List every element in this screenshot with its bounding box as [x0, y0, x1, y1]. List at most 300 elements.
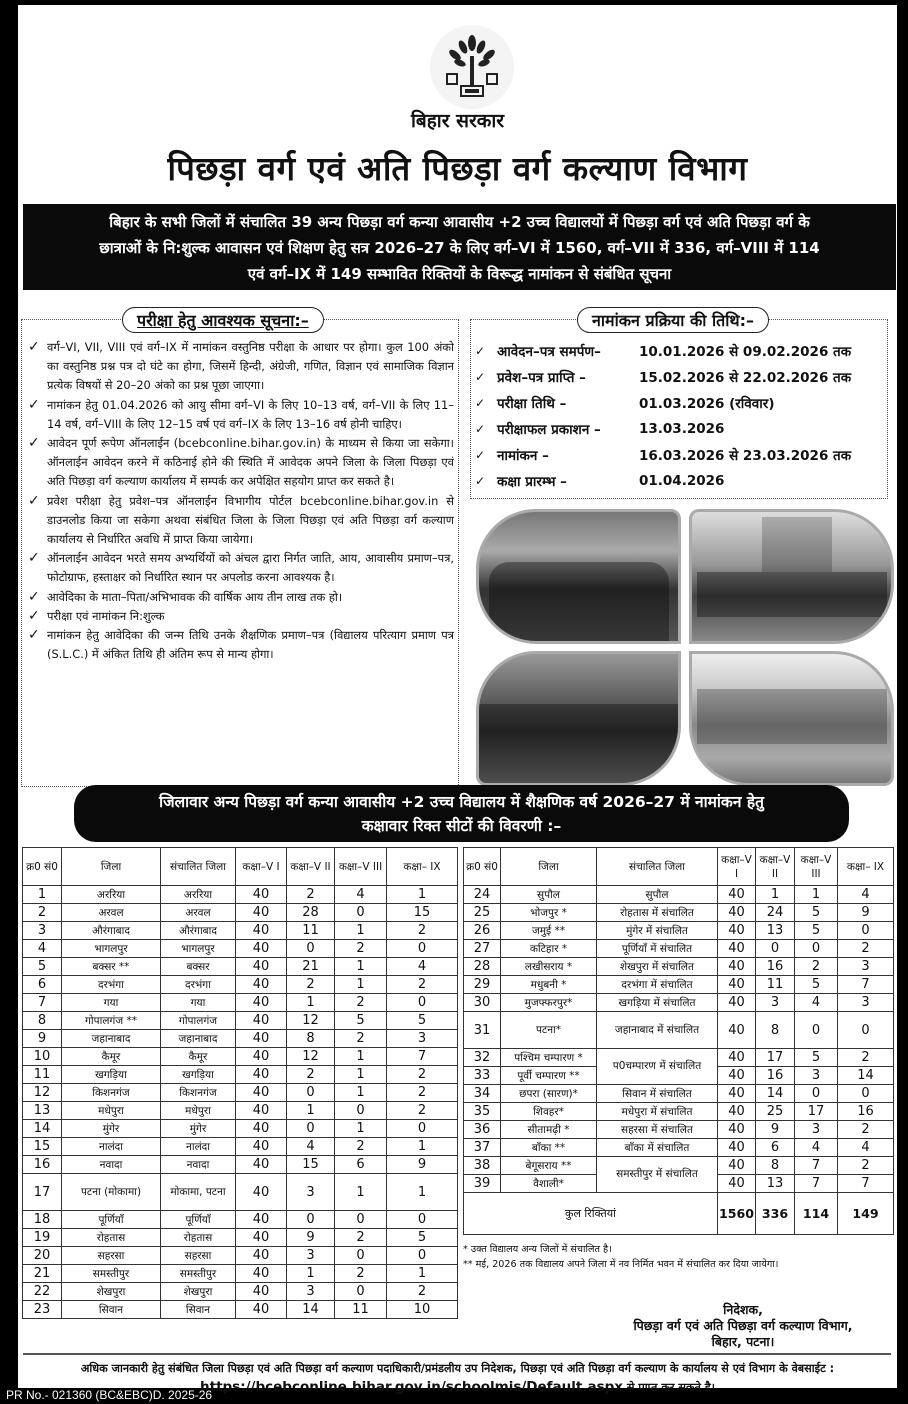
operated-district-cell: नवादा	[161, 1156, 236, 1174]
table-row	[23, 1084, 458, 1102]
table-row	[23, 1265, 458, 1283]
district-cell: औरंगाबाद	[62, 922, 161, 940]
sno-cell: 21	[23, 1265, 62, 1283]
class7-cell: 12	[287, 1012, 335, 1030]
district-cell: पटना (मोकामा)	[62, 1174, 161, 1211]
sno-cell: 14	[23, 1120, 62, 1138]
table-row	[23, 1229, 458, 1247]
table-banner-line: जिलावार अन्य पिछड़ा वर्ग कन्या आवासीय +2 उच्च विद्यालय में शैक्षणिक वर्ष 2026–27 में नामांकन हेतु	[159, 793, 764, 811]
district-cell: मधुबनी *	[501, 976, 597, 994]
table-row	[23, 940, 458, 958]
class7-cell: 24	[756, 904, 795, 922]
class8-cell: 1	[335, 1066, 387, 1084]
class6-cell: 40	[236, 1066, 287, 1084]
class7-cell: 13	[756, 922, 795, 940]
district-cell: खगड़िया	[62, 1066, 161, 1084]
sno-cell: 8	[23, 1012, 62, 1030]
district-cell: मधेपुरा	[62, 1102, 161, 1120]
class9-cell: 9	[838, 904, 894, 922]
district-cell: पश्चिम चम्पारण *	[501, 1049, 597, 1067]
table-header-row	[23, 848, 458, 886]
district-cell: दरभंगा	[62, 976, 161, 994]
class9-cell: 1	[387, 1265, 458, 1283]
class9-cell: 0	[387, 1211, 458, 1229]
class6-cell: 40	[236, 1084, 287, 1102]
class7-cell: 11	[287, 922, 335, 940]
class6-cell: 40	[718, 922, 756, 940]
table-row	[23, 1066, 458, 1084]
class6-cell: 40	[236, 1138, 287, 1156]
operated-district-cell: बाँका में संचालित	[597, 1139, 718, 1157]
date-row	[475, 468, 885, 494]
sno-cell: 11	[23, 1066, 62, 1084]
class9-cell: 5	[387, 1229, 458, 1247]
district-cell: नवादा	[62, 1156, 161, 1174]
table-row	[23, 1030, 458, 1048]
table-row	[464, 1085, 894, 1103]
exam-info-box	[21, 311, 459, 787]
class7-cell: 14	[756, 1085, 795, 1103]
date-row	[475, 364, 885, 390]
operated-district-cell: दरभंगा	[161, 976, 236, 994]
date-value: 01.04.2026	[639, 473, 725, 489]
date-label: परीक्षाफल प्रकाशन –	[497, 422, 601, 438]
operated-district-cell: गया	[161, 994, 236, 1012]
pr-number: PR No.- 021360 (BC&EBC)D. 2025-26	[6, 1388, 213, 1402]
class9-cell: 0	[838, 922, 894, 940]
class7-cell: 15	[287, 1156, 335, 1174]
class8-cell: 1	[335, 1084, 387, 1102]
class8-cell: 0	[795, 1012, 838, 1049]
class7-cell: 4	[287, 1138, 335, 1156]
footnote-double-star: ** मई, 2026 तक विद्यालय अपने जिला में नव निर्मित भवन में संचालित कर दिया जायेगा।	[463, 1259, 779, 1270]
col-header-class8: कक्षा–V III	[335, 848, 387, 886]
class8-cell: 0	[335, 1283, 387, 1301]
sno-cell: 1	[23, 886, 62, 904]
table-row	[23, 958, 458, 976]
signature-location: बिहार, पटना।	[711, 1334, 775, 1349]
signature-department: पिछड़ा वर्ग एवं अति पिछड़ा वर्ग कल्याण विभाग,	[633, 1318, 853, 1333]
date-row	[475, 416, 885, 442]
operated-district-cell: सहरसा	[161, 1247, 236, 1265]
class7-cell: 1	[287, 1265, 335, 1283]
banner-line: एवं वर्ग–IX में 149 सम्भावित रिक्तियों के विरूद्ध नामांकन से संबंधित सूचना	[247, 265, 672, 283]
table-row	[23, 922, 458, 940]
class8-cell: 0	[795, 1085, 838, 1103]
class6-cell: 40	[236, 1156, 287, 1174]
table-row	[23, 1247, 458, 1265]
list-item: ✓ ऑनलाईन आवेदन भरते समय अभ्यर्थियों को अंचल द्वारा निर्गत जाति, आय, आवासीय प्रमाण–पत्र, फोटोग्राफ, हस्ताक्षर को निर्धारित स्थान पर अपलोड करना आवश्यक है।	[28, 550, 454, 585]
class7-cell: 25	[756, 1103, 795, 1121]
table-row	[23, 1211, 458, 1229]
class6-cell: 40	[236, 1120, 287, 1138]
district-cell: सहरसा	[62, 1247, 161, 1265]
list-item: ✓ परीक्षा एवं नामांकन नि:शुल्क	[28, 607, 454, 626]
checkmark-icon: ✓	[475, 448, 486, 462]
date-value: 13.03.2026	[639, 421, 725, 437]
class9-cell: 4	[838, 1139, 894, 1157]
sno-cell: 30	[464, 994, 501, 1012]
class8-cell: 2	[335, 940, 387, 958]
class7-cell: 2	[287, 976, 335, 994]
date-label: आवेदन–पत्र समर्पण–	[497, 344, 601, 360]
sno-cell: 12	[23, 1084, 62, 1102]
sno-cell: 32	[464, 1049, 501, 1067]
col-header-operated-district: संचालित जिला	[597, 848, 718, 886]
class6-cell: 40	[236, 904, 287, 922]
class9-cell: 16	[838, 1103, 894, 1121]
table-row	[23, 1048, 458, 1066]
website-link[interactable]: https://bcebconline.bihar.gov.in/schoolmis/Default.aspx	[200, 1379, 623, 1395]
table-row	[23, 886, 458, 904]
class8-cell: 5	[795, 922, 838, 940]
class7-cell: 11	[756, 976, 795, 994]
total-row	[464, 1193, 894, 1235]
class6-cell: 40	[718, 1175, 756, 1193]
sno-cell: 25	[464, 904, 501, 922]
banner-line: छात्राओं के नि:शुल्क आवासन एवं शिक्षण हेतु सत्र 2026–27 के लिए वर्ग–VI में 1560, वर्ग–VII में 336, वर्ग–VIII में 114	[99, 239, 820, 257]
footnote-single-star: * उक्त विद्यालय अन्य जिलों में संचालित है।	[463, 1244, 612, 1255]
class7-cell: 28	[287, 904, 335, 922]
list-item: ✓ प्रवेश परीक्षा हेतु प्रवेश–पत्र ऑनलाईन विभागीय पोर्टल bcebconline.bihar.gov.in से डाउनलोड किया जा सकेगा अथवा संबंधित जिला के जिला पिछड़ा एवं अति पिछड़ा वर्ग कल्याण कार्यालय से निर्धारित अवधि में प्राप्त किया जायेगा।	[28, 492, 454, 547]
total-class7: 336	[756, 1193, 795, 1235]
operated-district-cell: मुंगेर में संचालित	[597, 922, 718, 940]
operated-district-cell: दरभंगा में संचालित	[597, 976, 718, 994]
class7-cell: 1	[287, 1102, 335, 1120]
class7-cell: 2	[287, 1066, 335, 1084]
checkmark-icon: ✓	[475, 422, 486, 436]
checkmark-icon: ✓	[475, 344, 486, 358]
sno-cell: 27	[464, 940, 501, 958]
class9-cell: 5	[387, 1012, 458, 1030]
list-item: ✓ वर्ग–VI, VII, VIII एवं वर्ग–IX में नामांकन वस्तुनिष्ठ परीक्षा के आधार पर होगा। कुल 100 अंको का वस्तुनिष्ठ प्रश्न पत्र दो घंटे का होगा, जिसमें हिन्दी, अंग्रेजी, गणित, विज्ञान एवं सामाजिक विज्ञान प्रत्येक विषयों से 20–20 अंको का प्रश्न पूछा जाएगा।	[28, 339, 454, 393]
class8-cell: 4	[335, 886, 387, 904]
class7-cell: 8	[756, 1012, 795, 1049]
sno-cell: 15	[23, 1138, 62, 1156]
signature-title: निदेशक,	[723, 1302, 763, 1317]
class9-cell: 2	[387, 1283, 458, 1301]
table-row	[23, 1174, 458, 1211]
col-header-operated-district: संचालित जिला	[161, 848, 236, 886]
sno-cell: 33	[464, 1067, 501, 1085]
district-cell: अरवल	[62, 904, 161, 922]
col-header-class6: कक्षा–V I	[718, 848, 756, 886]
class8-cell: 5	[335, 1012, 387, 1030]
class6-cell: 40	[236, 1048, 287, 1066]
district-cell: जमुई **	[501, 922, 597, 940]
class6-cell: 40	[718, 1067, 756, 1085]
district-cell: शेखपुरा	[62, 1283, 161, 1301]
class8-cell: 1	[335, 922, 387, 940]
table-row	[23, 1012, 458, 1030]
table-row	[464, 904, 894, 922]
bodhi-tree-icon	[441, 34, 503, 100]
class9-cell: 2	[387, 1084, 458, 1102]
operated-district-cell: सुपौल	[597, 886, 718, 904]
total-class8: 114	[795, 1193, 838, 1235]
table-row	[464, 1049, 894, 1067]
students-group-photo	[476, 509, 681, 644]
sno-cell: 19	[23, 1229, 62, 1247]
class6-cell: 40	[236, 1174, 287, 1211]
sno-cell: 38	[464, 1157, 501, 1175]
table-row	[464, 1121, 894, 1139]
class7-cell: 12	[287, 1048, 335, 1066]
footnotes	[463, 1242, 893, 1272]
class6-cell: 40	[236, 1012, 287, 1030]
sno-cell: 20	[23, 1247, 62, 1265]
table-row	[464, 958, 894, 976]
more-info-text: अधिक जानकारी हेतु संबंधित जिला पिछड़ा एवं अति पिछड़ा वर्ग कल्याण पदाधिकारी/प्रमंडलीय उप निदेशक, पिछड़ा एवं अति पिछड़ा वर्ग कल्याण के कार्यालय से एवं विभाग के वेबसाईट :	[80, 1362, 835, 1375]
operated-district-cell: मधेपुरा	[161, 1102, 236, 1120]
operated-district-cell: खगड़िया	[161, 1066, 236, 1084]
class8-cell: 0	[795, 940, 838, 958]
class7-cell: 9	[756, 1121, 795, 1139]
checkmark-icon: ✓	[28, 435, 40, 452]
operated-district-cell: पूर्णियाँ	[161, 1211, 236, 1229]
date-value: 16.03.2026 से 23.03.2026 तक	[639, 448, 852, 464]
sno-cell: 4	[23, 940, 62, 958]
sno-cell: 10	[23, 1048, 62, 1066]
district-cell: बाँका **	[501, 1139, 597, 1157]
class9-cell: 3	[838, 994, 894, 1012]
advertisement-page	[18, 5, 897, 1395]
class6-cell: 40	[718, 904, 756, 922]
date-value: 15.02.2026 से 22.02.2026 तक	[639, 370, 852, 386]
checkmark-icon: ✓	[28, 492, 40, 509]
operated-district-cell: रोहतास में संचालित	[597, 904, 718, 922]
class9-cell: 0	[387, 1120, 458, 1138]
signature-block	[598, 1302, 888, 1350]
class7-cell: 1	[756, 886, 795, 904]
sno-cell: 34	[464, 1085, 501, 1103]
class8-cell: 0	[335, 1211, 387, 1229]
vacancy-table-right	[463, 847, 894, 1235]
banner-line: बिहार के सभी जिलों में संचालित 39 अन्य पिछड़ा वर्ग कन्या आवासीय +2 उच्च विद्यालयों में पिछड़ा वर्ग एवं अति पिछड़ा वर्ग के	[109, 213, 810, 231]
class6-cell: 40	[718, 886, 756, 904]
district-cell: सीतामढ़ी *	[501, 1121, 597, 1139]
class9-cell: 9	[387, 1156, 458, 1174]
government-name: बिहार सरकार	[410, 110, 505, 132]
class9-cell: 2	[838, 1049, 894, 1067]
sno-cell: 24	[464, 886, 501, 904]
left-table-body	[23, 886, 458, 1319]
operated-district-cell: जहानाबाद में संचालित	[597, 1012, 718, 1049]
district-cell: शिवहर*	[501, 1103, 597, 1121]
class8-cell: 7	[795, 1157, 838, 1175]
list-item: ✓ नामांकन हेतु आवेदिका की जन्म तिथि उनके शैक्षणिक प्रमाण–पत्र (विद्यालय परित्याग प्रमाण पत्र (S.L.C.) में अंकित तिथि ही अंतिम रूप से मान्य होगा।	[28, 627, 454, 662]
class6-cell: 40	[236, 1283, 287, 1301]
class8-cell: 4	[795, 1139, 838, 1157]
col-header-sno: क्र0 सं0	[23, 848, 62, 886]
class7-cell: 0	[287, 1120, 335, 1138]
col-header-class9: कक्षा– IX	[387, 848, 458, 886]
class7-cell: 13	[756, 1175, 795, 1193]
class7-cell: 1	[287, 994, 335, 1012]
date-row	[475, 442, 885, 468]
class9-cell: 2	[387, 1102, 458, 1120]
class6-cell: 40	[718, 958, 756, 976]
class8-cell: 2	[335, 1265, 387, 1283]
col-header-class8: कक्षा–V III	[795, 848, 838, 886]
right-table-body	[464, 886, 894, 1193]
table-row	[464, 886, 894, 904]
table-row	[23, 1156, 458, 1174]
exam-info-title: परीक्षा हेतु आवश्यक सूचना:–	[122, 307, 324, 333]
sno-cell: 3	[23, 922, 62, 940]
district-cell: जहानाबाद	[62, 1030, 161, 1048]
checkmark-icon: ✓	[28, 339, 40, 355]
students-cheering-photo	[476, 651, 681, 786]
district-cell: किशनगंज	[62, 1084, 161, 1102]
class7-cell: 3	[287, 1174, 335, 1211]
checkmark-icon: ✓	[475, 396, 486, 410]
table-row	[23, 994, 458, 1012]
table-row	[464, 922, 894, 940]
district-cell: गोपालगंज **	[62, 1012, 161, 1030]
date-label: नामांकन –	[497, 448, 549, 464]
class6-cell: 40	[236, 994, 287, 1012]
table-row	[23, 1301, 458, 1319]
class6-cell: 40	[236, 1301, 287, 1319]
class8-cell: 1	[335, 958, 387, 976]
class9-cell: 7	[838, 1175, 894, 1193]
district-cell: गया	[62, 994, 161, 1012]
class9-cell: 0	[387, 994, 458, 1012]
class8-cell: 2	[335, 1229, 387, 1247]
admission-dates-box	[470, 311, 888, 499]
class9-cell: 4	[838, 886, 894, 904]
class7-cell: 16	[756, 1067, 795, 1085]
operated-district-cell: बक्सर	[161, 958, 236, 976]
operated-district-cell: सिवान	[161, 1301, 236, 1319]
district-cell: बक्सर **	[62, 958, 161, 976]
class8-cell: 4	[795, 994, 838, 1012]
class8-cell: 1	[795, 886, 838, 904]
district-cell: मुंगेर	[62, 1120, 161, 1138]
table-row	[464, 940, 894, 958]
district-cell: समस्तीपुर	[62, 1265, 161, 1283]
sno-cell: 16	[23, 1156, 62, 1174]
class8-cell: 0	[335, 1247, 387, 1265]
class6-cell: 40	[718, 1049, 756, 1067]
sno-cell: 2	[23, 904, 62, 922]
district-cell: सुपौल	[501, 886, 597, 904]
district-cell: अररिया	[62, 886, 161, 904]
class7-cell: 21	[287, 958, 335, 976]
bihar-emblem-logo	[430, 25, 514, 109]
class8-cell: 7	[795, 1175, 838, 1193]
class6-cell: 40	[718, 994, 756, 1012]
class8-cell: 17	[795, 1103, 838, 1121]
total-class6: 1560	[718, 1193, 756, 1235]
school-building-photo	[689, 651, 894, 786]
class9-cell: 7	[838, 976, 894, 994]
district-cell: पूर्वी चम्पारण **	[501, 1067, 597, 1085]
operated-district-cell: अररिया	[161, 886, 236, 904]
district-cell: लखीसराय *	[501, 958, 597, 976]
checkmark-icon: ✓	[475, 370, 486, 384]
vacancy-table-left	[22, 847, 458, 1319]
operated-district-cell: खगड़िया में संचालित	[597, 994, 718, 1012]
sno-cell: 18	[23, 1211, 62, 1229]
district-cell: सिवान	[62, 1301, 161, 1319]
class7-cell: 3	[287, 1283, 335, 1301]
class6-cell: 40	[236, 940, 287, 958]
class9-cell: 0	[838, 1012, 894, 1049]
class6-cell: 40	[718, 1085, 756, 1103]
class6-cell: 40	[236, 1211, 287, 1229]
col-header-class7: कक्षा–V II	[287, 848, 335, 886]
list-item: ✓ आवेदन पूर्ण रूपेण ऑनलाईन (bcebconline.bihar.gov.in) के माध्यम से किया जा सकेगा। ऑनलाईन आवेदन करने में कठिनाई होने की स्थिति में आवेदक अपने जिला के जिला पिछड़ा एवं अति पिछड़ा वर्ग कल्याण कार्यालय में सम्पर्क कर अपेक्षित सहयोग प्राप्त कर सकते है।	[28, 435, 454, 489]
class7-cell: 0	[756, 940, 795, 958]
class8-cell: 1	[335, 1048, 387, 1066]
sno-cell: 7	[23, 994, 62, 1012]
table-row	[464, 1157, 894, 1175]
table-row	[23, 976, 458, 994]
class8-cell: 2	[335, 1030, 387, 1048]
sno-cell: 22	[23, 1283, 62, 1301]
class9-cell: 10	[387, 1301, 458, 1319]
operated-district-cell: गोपालगंज	[161, 1012, 236, 1030]
class9-cell: 2	[387, 976, 458, 994]
table-banner	[74, 785, 849, 842]
class6-cell: 40	[718, 976, 756, 994]
table-row	[464, 1103, 894, 1121]
class8-cell: 5	[795, 1049, 838, 1067]
table-row	[23, 1120, 458, 1138]
class6-cell: 40	[718, 1157, 756, 1175]
sno-cell: 29	[464, 976, 501, 994]
date-label: प्रवेश–पत्र प्राप्ति –	[497, 370, 586, 386]
table-row	[23, 1283, 458, 1301]
district-cell: बेगूसराय **	[501, 1157, 597, 1175]
checkmark-icon: ✓	[28, 607, 40, 624]
table-row	[23, 1138, 458, 1156]
table-row	[464, 976, 894, 994]
class8-cell: 1	[335, 976, 387, 994]
district-cell: वैशाली*	[501, 1175, 597, 1193]
table-row	[23, 904, 458, 922]
class9-cell: 15	[387, 904, 458, 922]
sno-cell: 36	[464, 1121, 501, 1139]
checkmark-icon: ✓	[28, 588, 40, 605]
operated-district-cell: रोहतास	[161, 1229, 236, 1247]
district-cell: पूर्णियाँ	[62, 1211, 161, 1229]
total-class9: 149	[838, 1193, 894, 1235]
operated-district-cell: मधेपुरा में संचालित	[597, 1103, 718, 1121]
class6-cell: 40	[718, 1139, 756, 1157]
list-item: ✓ आवेदिका के माता–पिता/अभिभावक की वार्षिक आय तीन लाख तक हो।	[28, 588, 454, 607]
class8-cell: 2	[335, 1138, 387, 1156]
operated-district-cell: औरंगाबाद	[161, 922, 236, 940]
class6-cell: 40	[236, 1247, 287, 1265]
class7-cell: 3	[287, 1247, 335, 1265]
date-row	[475, 338, 885, 364]
class7-cell: 8	[287, 1030, 335, 1048]
list-item: ✓ नामांकन हेतु 01.04.2026 को आयु सीमा वर्ग–VI के लिए 10–13 वर्ष, वर्ग–VII के लिए 11–14 वर्ष, वर्ग–VIII के लिए 12–15 वर्ष एवं वर्ग–IX के लिए 13–16 वर्ष होनी चाहिए।	[28, 396, 454, 431]
sno-cell: 35	[464, 1103, 501, 1121]
class9-cell: 1	[387, 1174, 458, 1211]
table-header-row	[464, 848, 894, 886]
class7-cell: 6	[756, 1139, 795, 1157]
col-header-district: जिला	[501, 848, 597, 886]
operated-district-cell: भागलपुर	[161, 940, 236, 958]
operated-district-cell: पूर्णियाँ में संचालित	[597, 940, 718, 958]
class8-cell: 0	[335, 1102, 387, 1120]
total-label: कुल रिक्तियां	[464, 1193, 718, 1235]
class6-cell: 40	[236, 886, 287, 904]
